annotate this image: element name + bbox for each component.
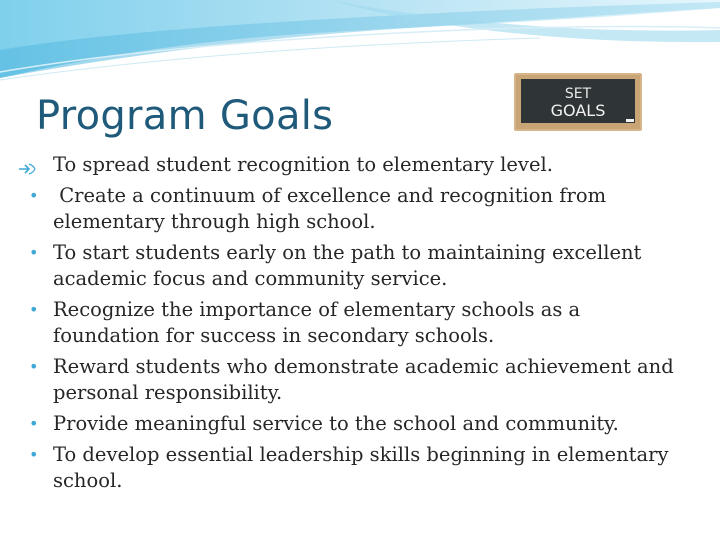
bullet-dot-icon: • — [29, 414, 39, 433]
bullet-arrow-icon — [18, 158, 36, 184]
set-goals-chalkboard-image — [514, 73, 642, 131]
bullet-dot-icon: • — [29, 186, 39, 205]
goal-item — [18, 354, 678, 406]
goal-text: To start students early on the path to maintaining excellent academic focus and community service. — [53, 241, 642, 290]
goals-list — [18, 152, 678, 499]
goal-text: Reward students who demonstrate academic achievement and personal responsibility. — [53, 355, 674, 404]
bullet-dot-icon: • — [29, 300, 39, 319]
goal-item — [18, 411, 678, 437]
bullet-dot-icon: • — [29, 445, 39, 464]
goal-text: Provide meaningful service to the school and community. — [53, 412, 619, 435]
goal-text: To develop essential leadership skills beginning in elementary school. — [53, 443, 669, 492]
goal-text: Recognize the importance of elementary schools as a foundation for success in secondary schools. — [53, 298, 581, 347]
chalkboard-line-1: SET — [564, 86, 592, 102]
bullet-dot-icon: • — [29, 243, 39, 262]
bullet-dot-icon: • — [29, 357, 39, 376]
goal-item — [18, 240, 678, 292]
goal-item — [18, 152, 678, 178]
slide-title: Program Goals — [36, 93, 334, 139]
goal-text: To spread student recognition to elementary level. — [53, 153, 553, 176]
goal-text: Create a continuum of excellence and recognition from elementary through high school. — [53, 184, 613, 233]
goal-item — [18, 297, 678, 349]
goal-item — [18, 183, 678, 235]
chalkboard-line-2: GOALS — [550, 101, 606, 120]
goal-item — [18, 442, 678, 494]
